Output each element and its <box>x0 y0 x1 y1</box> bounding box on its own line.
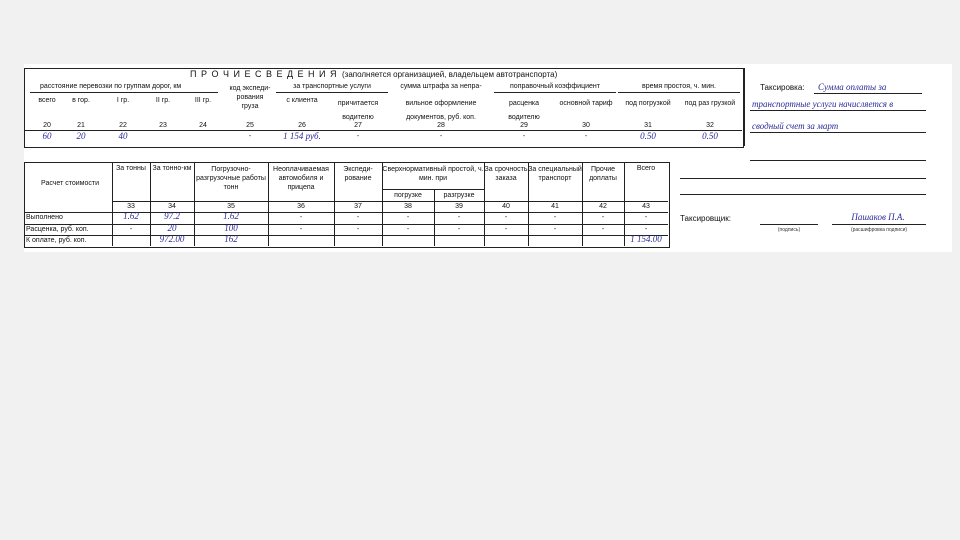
col-number: 33 <box>127 203 135 210</box>
table-cell: 162 <box>224 234 238 244</box>
col-g1-label: I гр. <box>116 97 130 104</box>
table-cell: - <box>406 214 410 221</box>
table-cell: 20 <box>167 223 177 233</box>
calc-col-overtime-unload: разгрузке <box>443 192 475 199</box>
row-label-done: Выполнено <box>26 214 63 221</box>
value-rate: - <box>522 133 526 140</box>
table-cell: - <box>299 214 303 221</box>
table-cell: 972.00 <box>159 234 185 244</box>
col-city-label: в гор. <box>72 97 90 104</box>
value-client: 1 154 руб. <box>283 131 321 141</box>
calc-col-special: За специальный транспорт <box>528 166 582 182</box>
taxation-label: Таксировка: <box>760 83 805 92</box>
col-number: 31 <box>644 122 652 129</box>
table-cell: - <box>457 214 461 221</box>
col-number: 23 <box>159 122 167 129</box>
col-number: 20 <box>43 122 51 129</box>
calc-col-overtime-load: погрузке <box>394 192 422 199</box>
value-city-distance: 20 <box>76 131 86 141</box>
table-cell: - <box>601 214 605 221</box>
table-cell: 1 154.00 <box>630 234 662 244</box>
col-client-label: с клиента <box>286 97 318 104</box>
row-label-rate: Расценка, руб. коп. <box>26 226 89 233</box>
idle-loading-label: под погрузкой <box>625 100 671 107</box>
col-number: 38 <box>404 203 412 210</box>
calc-col-unload-car: Неоплачиваемая автомобиля и прицепа <box>273 166 329 191</box>
table-cell: 100 <box>224 223 238 233</box>
value-expedition: - <box>248 133 252 140</box>
calc-col-loading: Погрузочно-разгрузочные работы тонн <box>196 166 266 191</box>
table-cell: - <box>553 214 557 221</box>
fine-sub-label: вильное оформление документов, руб. коп. <box>405 100 477 121</box>
coef-tariff-label: основной тариф <box>559 100 613 107</box>
value-idle-loading: 0.50 <box>640 131 656 141</box>
table-cell: - <box>356 214 360 221</box>
col-expedition-label: код экспеди-рования груза <box>229 85 271 110</box>
taxation-line-3: сводный счет за март <box>752 121 839 131</box>
calc-col-tonkm: За тонно-км <box>152 165 192 172</box>
table-cell: - <box>644 226 648 233</box>
signature-label: Таксировщик: <box>680 214 731 223</box>
calc-header-label: Расчет стоимости <box>41 180 99 187</box>
col-number: 22 <box>119 122 127 129</box>
waybill-sheet <box>24 64 952 252</box>
table-cell: - <box>299 226 303 233</box>
table-cell: 97.2 <box>164 211 180 221</box>
taxation-line-1: Сумма оплаты за <box>818 82 887 92</box>
col-g3-label: III гр. <box>194 97 212 104</box>
coef-header: поправочный коэффициент <box>510 83 600 90</box>
col-number: 29 <box>520 122 528 129</box>
table-cell: - <box>129 226 133 233</box>
table-cell: - <box>504 226 508 233</box>
value-tariff: - <box>584 133 588 140</box>
calc-col-tons: За тонны <box>116 165 146 172</box>
table-cell: - <box>553 226 557 233</box>
fine-header: сумма штрафа за непра- <box>400 83 482 90</box>
table-cell: - <box>356 226 360 233</box>
signature-caption: (подпись) <box>777 227 801 233</box>
calc-col-total: Всего <box>636 165 656 172</box>
table-cell: - <box>457 226 461 233</box>
table-cell: - <box>601 226 605 233</box>
section-title-note: (заполняется организацией, владельцем автотранспорта) <box>342 70 558 79</box>
col-driver-label: причитается водителю <box>337 100 379 121</box>
row-label-payment: К оплате, руб. коп. <box>26 237 87 244</box>
value-total-distance: 60 <box>42 131 52 141</box>
col-number: 36 <box>297 203 305 210</box>
col-number: 37 <box>354 203 362 210</box>
signature-name: Пашаков П.А. <box>851 212 905 222</box>
idle-header: время простоя, ч. мин. <box>642 83 716 90</box>
col-number: 27 <box>354 122 362 129</box>
value-g1-distance: 40 <box>118 131 128 141</box>
idle-unloading-label: под раз грузкой <box>684 100 736 107</box>
table-cell: - <box>644 214 648 221</box>
col-number: 28 <box>437 122 445 129</box>
signature-name-caption: (расшифровка подписи) <box>850 227 908 233</box>
table-cell: - <box>406 226 410 233</box>
col-number: 34 <box>168 203 176 210</box>
col-number: 25 <box>246 122 254 129</box>
distance-group-header: расстояние перевозки по группам дорог, км <box>40 83 182 90</box>
col-number: 39 <box>455 203 463 210</box>
col-number: 32 <box>706 122 714 129</box>
calc-col-overtime: Сверхнормативный простой, ч. мин. при <box>382 166 484 182</box>
value-driver: - <box>356 133 360 140</box>
col-number: 41 <box>551 203 559 210</box>
col-number: 30 <box>582 122 590 129</box>
col-number: 43 <box>642 203 650 210</box>
table-cell: - <box>504 214 508 221</box>
col-total-label: всего <box>38 97 56 104</box>
value-fine: - <box>439 133 443 140</box>
col-number: 35 <box>227 203 235 210</box>
col-number: 40 <box>502 203 510 210</box>
col-number: 42 <box>599 203 607 210</box>
transport-header: за транспортные услуги <box>293 83 371 90</box>
table-cell: 1.62 <box>223 211 239 221</box>
taxation-line-2: транспортные услуги начисляется в <box>752 99 894 109</box>
col-number: 21 <box>77 122 85 129</box>
section-title: П Р О Ч И Е С В Е Д Е Н И Я <box>190 69 338 79</box>
calc-col-other: Прочие доплаты <box>589 166 617 182</box>
coef-rate-label: расценка водителю <box>508 100 540 121</box>
calc-col-expedition: Экспеди-рование <box>343 166 373 182</box>
col-number: 26 <box>298 122 306 129</box>
table-cell: 1.62 <box>123 211 139 221</box>
col-g2-label: II гр. <box>155 97 171 104</box>
col-number: 24 <box>199 122 207 129</box>
value-idle-unloading: 0.50 <box>702 131 718 141</box>
calc-col-trip: За срочность заказа <box>484 166 528 182</box>
